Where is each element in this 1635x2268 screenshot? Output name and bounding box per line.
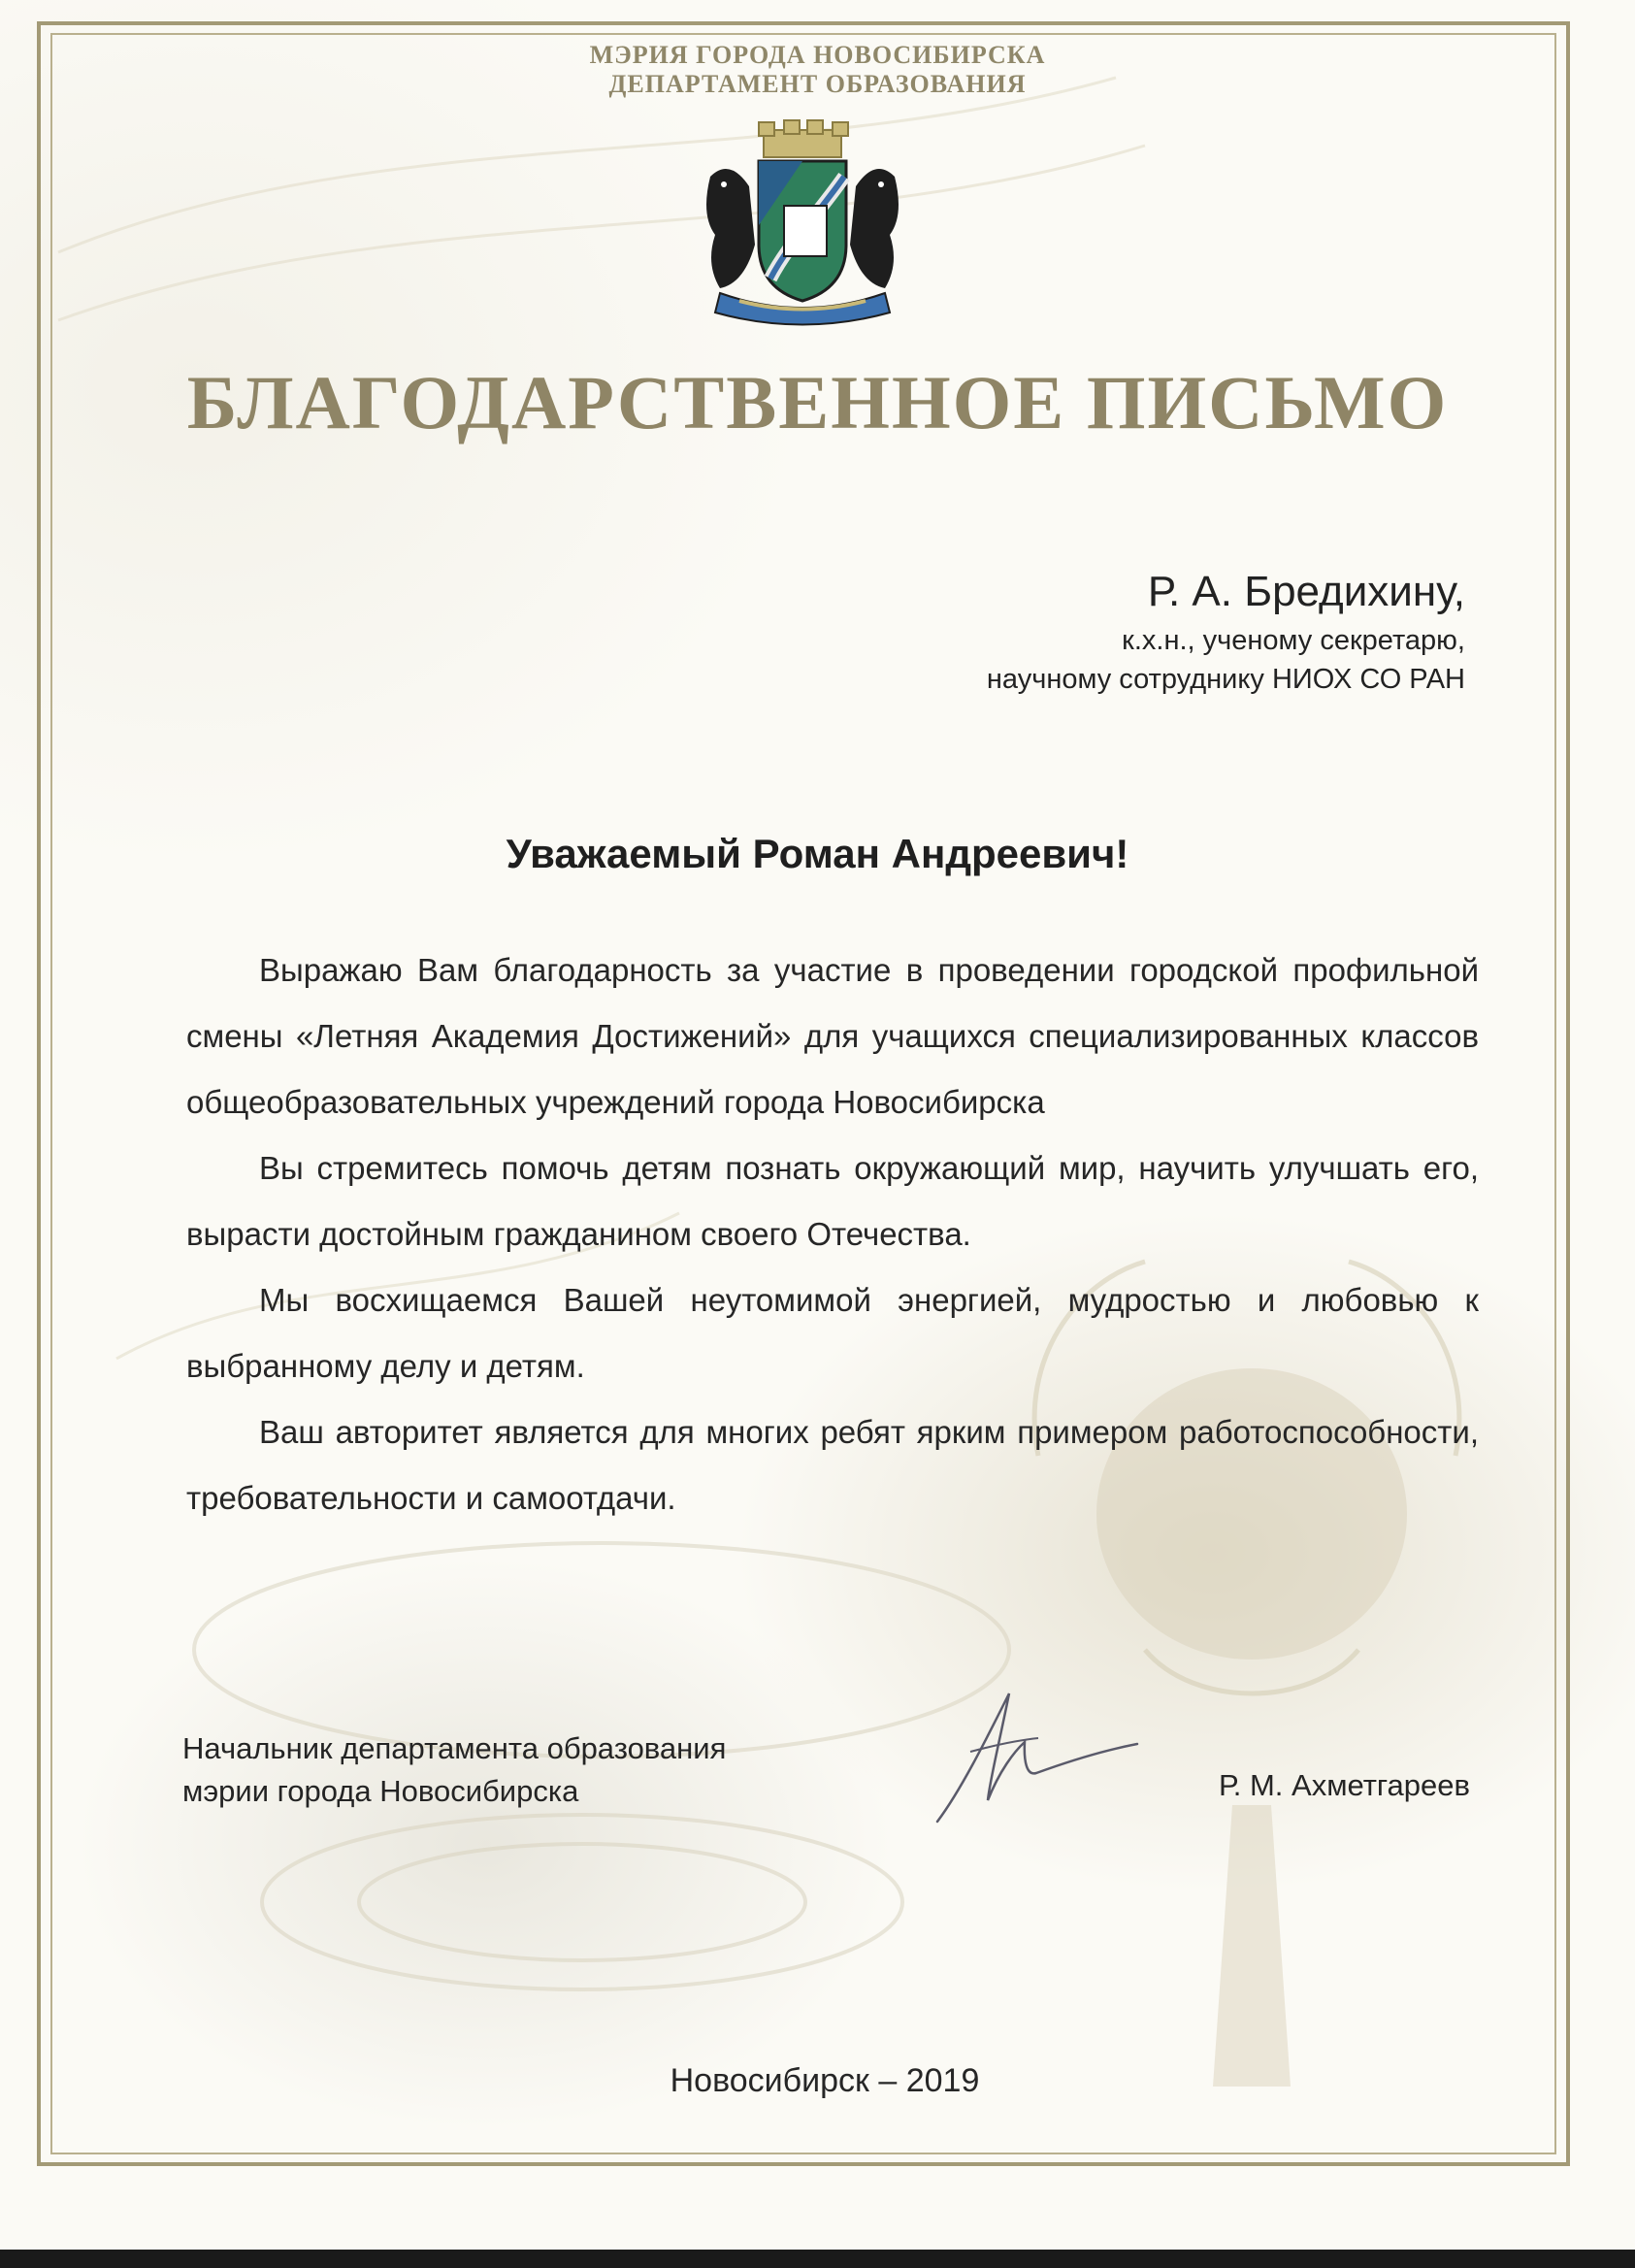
header-department: ДЕПАРТАМЕНТ ОБРАЗОВАНИЯ (608, 70, 1027, 98)
signer-position-line2: мэрии города Новосибирска (182, 1774, 579, 1808)
scan-edge (0, 2250, 1635, 2268)
addressee-position: научному сотруднику НИОХ СО РАН (986, 664, 1465, 695)
signer-position-line1: Начальник департамента образования (182, 1731, 727, 1765)
paragraph-mission: Вы стремитесь помочь детям познать окружающий мир, научить улучшать его, вырасти достойным гражданином своего Отечества. (186, 1150, 1479, 1252)
paragraph-admiration: Мы восхищаемся Вашей неутомимой энергией, мудростью и любовью к выбранному делу и детям. (186, 1282, 1479, 1384)
paragraph-gratitude: Выражаю Вам благодарность за участие в проведении городской профильной смены «Летняя Академия Достижений» для учащихся специализированных классов общеобразовательных учреждений города Новосибирска (186, 952, 1479, 1120)
paragraph-authority: Ваш авторитет является для многих ребят ярким примером работоспособности, требовательности и самоотдачи. (186, 1414, 1479, 1516)
signer-position (182, 1727, 726, 1813)
addressee-name: Р. А. Бредихину, (1147, 568, 1465, 615)
document-title: БЛАГОДАРСТВЕННОЕ ПИСЬМО (186, 360, 1449, 444)
signer-name: Р. М. Ахметгареев (1218, 1768, 1470, 1802)
header-city-hall: МЭРИЯ ГОРОДА НОВОСИБИРСКА (589, 41, 1046, 69)
greeting: Уважаемый Роман Андреевич! (506, 831, 1129, 876)
addressee-title: к.х.н., ученому секретарю, (1122, 625, 1465, 656)
place-and-year: Новосибирск – 2019 (670, 2062, 980, 2099)
novosibirsk-coat-of-arms-icon (691, 118, 914, 330)
letter-body (186, 937, 1479, 1531)
handwritten-signature (932, 1684, 1145, 1829)
